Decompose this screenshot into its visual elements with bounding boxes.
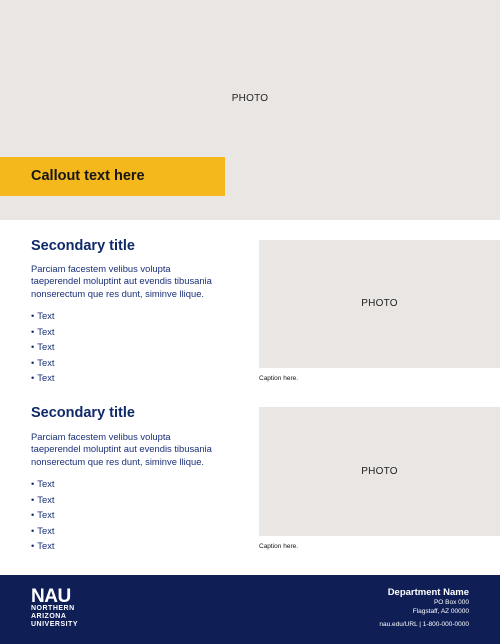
nau-logo-mark-text: NAU <box>31 586 71 605</box>
section-1-caption: Caption here. <box>259 375 299 382</box>
list-item: • Text <box>31 310 55 326</box>
address-line: Flagstaff, AZ 00000 <box>412 608 469 615</box>
nau-logo <box>31 585 91 633</box>
section-1-body <box>31 263 256 300</box>
list-item: • Text <box>31 509 55 525</box>
section-1-body-line: nonserectum que res dunt, siminve llique. <box>31 287 205 299</box>
list-item: • Text <box>31 494 55 510</box>
logo-line: UNIVERSITY <box>31 621 79 628</box>
list-item: • Text <box>31 525 55 541</box>
section-2-title: Secondary title <box>31 405 135 421</box>
logo-line: NORTHERN <box>31 605 75 612</box>
logo-line: ARIZONA <box>31 613 67 620</box>
list-item: • Text <box>31 540 55 556</box>
section-2-photo-placeholder <box>259 407 500 536</box>
section-2-body-line: nonserectum que res dunt, siminve llique. <box>31 455 205 467</box>
section-2-photo-label: PHOTO <box>361 465 398 477</box>
list-item: • Text <box>31 341 55 357</box>
section-1-title: Secondary title <box>31 238 135 254</box>
section-2-caption: Caption here. <box>259 543 299 550</box>
section-1-body-line: Parciam facestem velibus volupta <box>31 263 171 274</box>
section-2-body <box>31 431 256 468</box>
list-item: • Text <box>31 357 55 373</box>
section-2-bullet-list <box>31 478 55 556</box>
nau-logo-mark <box>31 585 91 605</box>
section-1-body-line: taeperendel moluptint aut evendis tibusania <box>31 275 212 287</box>
list-item: • Text <box>31 326 55 342</box>
department-name: Department Name <box>387 587 469 598</box>
section-1-photo-label: PHOTO <box>361 298 398 309</box>
callout-banner <box>0 157 225 196</box>
list-item: • Text <box>31 372 55 388</box>
list-item: • Text <box>31 478 55 494</box>
address-line: PO Box 000 <box>433 599 469 606</box>
section-1-bullet-list <box>31 310 55 388</box>
section-2-body-line: Parciam facestem velibus volupta <box>31 431 171 442</box>
section-2-body-line: taeperendel moluptint aut evendis tibusania <box>31 443 212 455</box>
section-1-photo-placeholder <box>259 240 500 368</box>
contact-line: nau.edu/URL | 1-800-000-0000 <box>379 621 469 628</box>
hero-photo-label: PHOTO <box>231 93 269 104</box>
callout-text: Callout text here <box>31 168 145 184</box>
